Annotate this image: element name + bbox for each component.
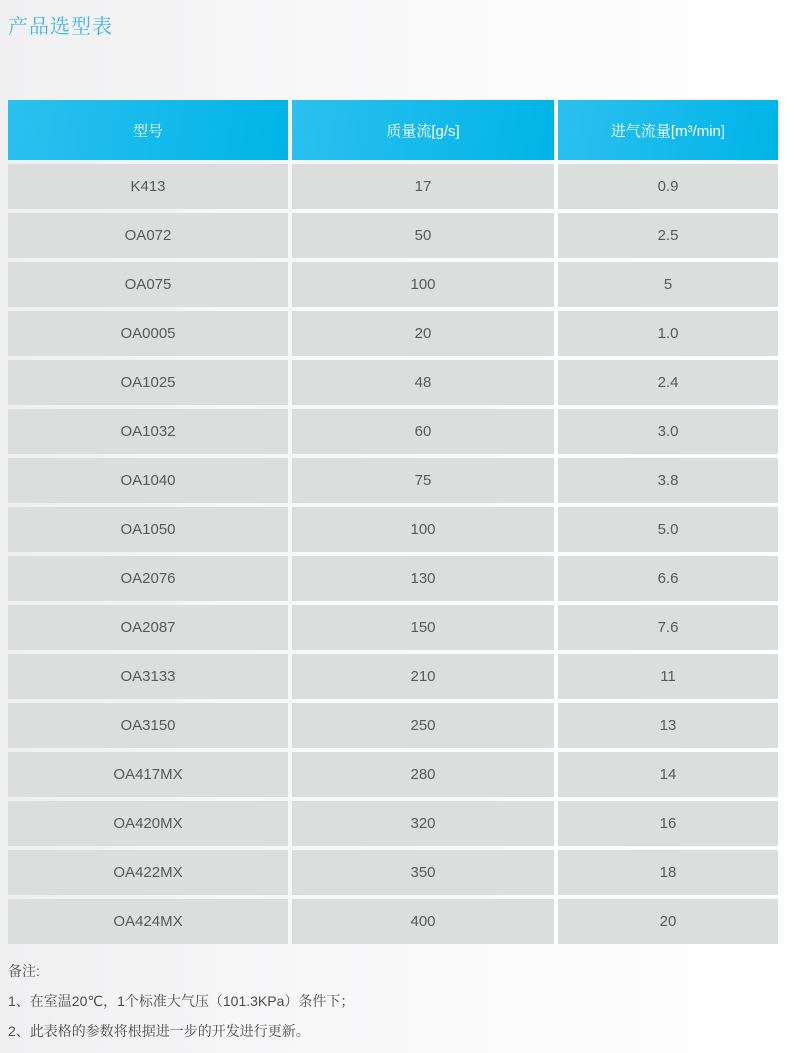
cell-model: OA2076: [8, 556, 288, 601]
cell-mass-flow: 400: [292, 899, 554, 944]
cell-mass-flow: 17: [292, 164, 554, 209]
cell-mass-flow: 20: [292, 311, 554, 356]
header-cell-model: 型号: [8, 100, 288, 160]
cell-intake-flow: 1.0: [558, 311, 778, 356]
cell-intake-flow: 11: [558, 654, 778, 699]
cell-intake-flow: 18: [558, 850, 778, 895]
cell-intake-flow: 3.8: [558, 458, 778, 503]
cell-mass-flow: 280: [292, 752, 554, 797]
header-cell-intake-flow: 进气流量[m³/min]: [558, 100, 778, 160]
note-item-2: 2、此表格的参数将根据进一步的开发进行更新。: [8, 1023, 310, 1039]
page-title: 产品选型表: [8, 16, 113, 38]
table-body: [8, 164, 778, 944]
table-header-row: [8, 100, 778, 160]
product-selection-table: [8, 100, 778, 944]
cell-mass-flow: 320: [292, 801, 554, 846]
cell-mass-flow: 250: [292, 703, 554, 748]
table-row: [8, 850, 778, 895]
table-row: [8, 507, 778, 552]
cell-intake-flow: 2.4: [558, 360, 778, 405]
cell-model: OA1025: [8, 360, 288, 405]
cell-mass-flow: 100: [292, 262, 554, 307]
cell-mass-flow: 130: [292, 556, 554, 601]
table-row: [8, 801, 778, 846]
cell-intake-flow: 7.6: [558, 605, 778, 650]
table-row: [8, 262, 778, 307]
table-row: [8, 164, 778, 209]
cell-intake-flow: 14: [558, 752, 778, 797]
table-row: [8, 556, 778, 601]
cell-mass-flow: 350: [292, 850, 554, 895]
cell-model: OA417MX: [8, 752, 288, 797]
cell-mass-flow: 50: [292, 213, 554, 258]
cell-intake-flow: 5.0: [558, 507, 778, 552]
cell-mass-flow: 150: [292, 605, 554, 650]
notes-label: 备注:: [8, 963, 40, 979]
table-row: [8, 311, 778, 356]
cell-model: OA072: [8, 213, 288, 258]
table-row: [8, 899, 778, 944]
cell-model: OA3150: [8, 703, 288, 748]
table-row: [8, 605, 778, 650]
cell-mass-flow: 60: [292, 409, 554, 454]
table-row: [8, 752, 778, 797]
cell-model: OA3133: [8, 654, 288, 699]
cell-intake-flow: 16: [558, 801, 778, 846]
cell-mass-flow: 75: [292, 458, 554, 503]
cell-mass-flow: 100: [292, 507, 554, 552]
cell-intake-flow: 0.9: [558, 164, 778, 209]
table-row: [8, 213, 778, 258]
cell-model: OA424MX: [8, 899, 288, 944]
cell-model: OA1050: [8, 507, 288, 552]
table-row: [8, 654, 778, 699]
cell-intake-flow: 6.6: [558, 556, 778, 601]
cell-mass-flow: 48: [292, 360, 554, 405]
cell-intake-flow: 20: [558, 899, 778, 944]
cell-mass-flow: 210: [292, 654, 554, 699]
cell-model: OA1040: [8, 458, 288, 503]
table-row: [8, 409, 778, 454]
cell-model: OA075: [8, 262, 288, 307]
cell-model: OA0005: [8, 311, 288, 356]
cell-model: K413: [8, 164, 288, 209]
cell-model: OA422MX: [8, 850, 288, 895]
note-item-1: 1、在室温20℃，1个标准大气压（101.3KPa）条件下；: [8, 993, 355, 1009]
cell-model: OA420MX: [8, 801, 288, 846]
table-row: [8, 360, 778, 405]
cell-intake-flow: 2.5: [558, 213, 778, 258]
table-row: [8, 458, 778, 503]
cell-intake-flow: 13: [558, 703, 778, 748]
cell-model: OA2087: [8, 605, 288, 650]
table-row: [8, 703, 778, 748]
cell-intake-flow: 5: [558, 262, 778, 307]
header-cell-mass-flow: 质量流[g/s]: [292, 100, 554, 160]
notes: [8, 956, 787, 1046]
cell-model: OA1032: [8, 409, 288, 454]
cell-intake-flow: 3.0: [558, 409, 778, 454]
